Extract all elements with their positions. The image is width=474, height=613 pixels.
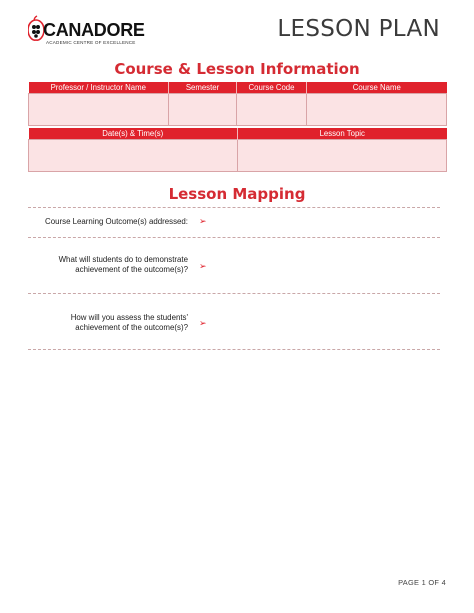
divider	[28, 293, 440, 294]
outcomes-addressed-label	[28, 217, 188, 227]
divider	[28, 237, 440, 238]
outcomes-addressed-text: Course Learning Outcome(s) addressed:	[45, 217, 188, 226]
logo-tagline: ACADEMIC CENTRE OF EXCELLENCE	[46, 40, 136, 45]
logo-name: CANADORE	[43, 20, 145, 40]
course-info-heading: Course & Lesson Information	[114, 60, 360, 78]
assess-line2: achievement of the outcome(s)?	[75, 323, 188, 332]
demonstrate-line2: achievement of the outcome(s)?	[75, 265, 188, 274]
table-input-row	[29, 140, 447, 172]
course-info-table	[28, 82, 447, 126]
table-input-row	[29, 94, 447, 126]
document-title: LESSON PLAN	[277, 16, 440, 42]
apple-logo-icon	[28, 14, 44, 42]
page-number: PAGE 1 OF 4	[398, 578, 446, 587]
header-course-name: Course Name	[307, 82, 447, 94]
semester-field[interactable]	[169, 94, 237, 126]
professor-field[interactable]	[29, 94, 169, 126]
table-header-row	[29, 82, 447, 94]
arrow-bullet-icon: ➢	[199, 216, 207, 226]
assess-line1: How will you assess the students'	[70, 313, 188, 322]
demonstrate-label	[28, 255, 188, 275]
header-semester: Semester	[169, 82, 237, 94]
header-course-code: Course Code	[237, 82, 307, 94]
course-code-field[interactable]	[237, 94, 307, 126]
lesson-topic-field[interactable]	[238, 140, 447, 172]
arrow-bullet-icon: ➢	[199, 318, 207, 328]
header-lesson-topic: Lesson Topic	[238, 128, 447, 140]
arrow-bullet-icon: ➢	[199, 261, 207, 271]
assess-label	[28, 313, 188, 333]
divider	[28, 349, 440, 350]
lesson-topic-table	[28, 128, 447, 172]
demonstrate-line1: What will students do to demonstrate	[58, 255, 188, 264]
canadore-logo	[28, 10, 178, 50]
dates-times-field[interactable]	[29, 140, 238, 172]
header-professor: Professor / Instructor Name	[29, 82, 169, 94]
table-header-row	[29, 128, 447, 140]
divider	[28, 207, 440, 208]
lesson-mapping-heading: Lesson Mapping	[168, 185, 306, 203]
course-name-field[interactable]	[307, 94, 447, 126]
header-dates-times: Date(s) & Time(s)	[29, 128, 238, 140]
